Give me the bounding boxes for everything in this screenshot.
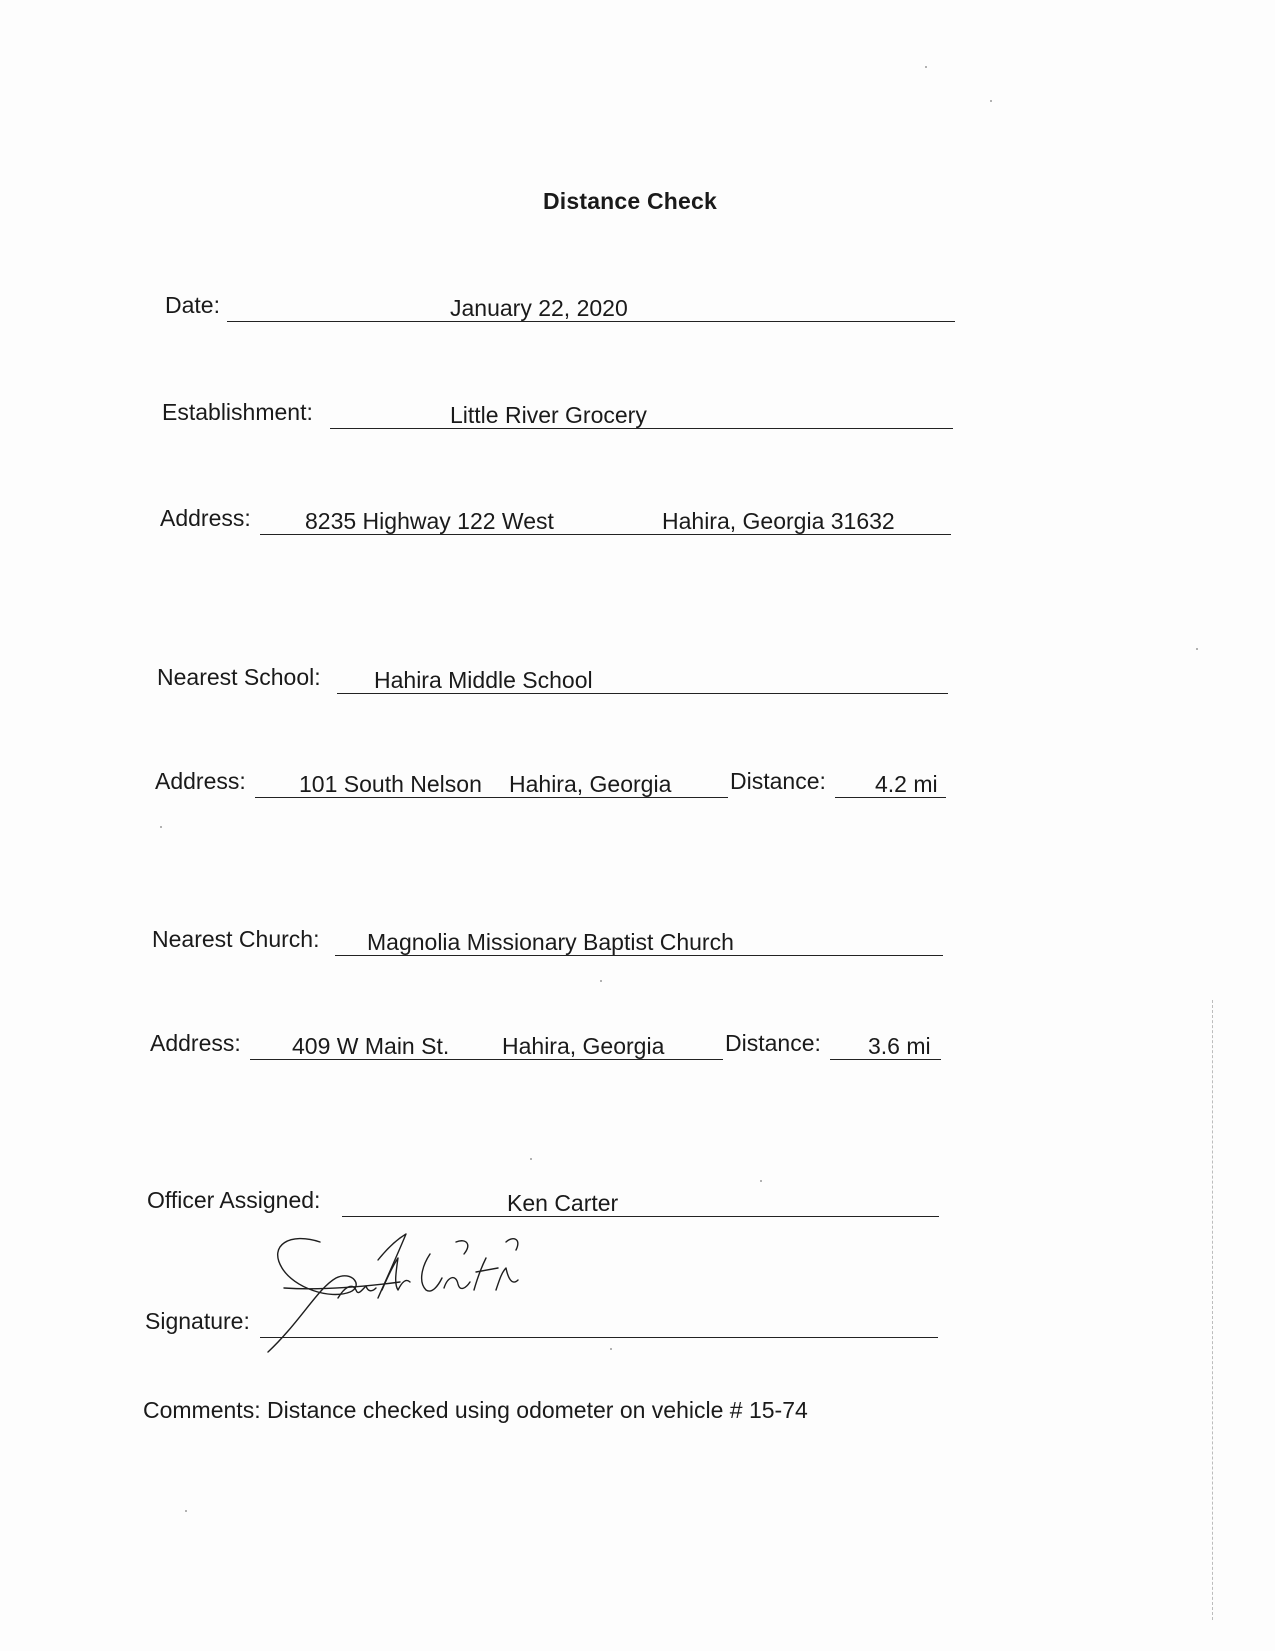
scan-speck xyxy=(925,66,927,68)
scan-speck xyxy=(990,100,992,102)
nearest-church-label: Nearest Church: xyxy=(152,926,320,952)
establishment-address-underline xyxy=(260,534,951,535)
officer-underline xyxy=(342,1216,939,1217)
nearest-church-underline xyxy=(335,955,943,956)
church-address-row xyxy=(150,1028,941,1062)
school-distance-underline xyxy=(835,797,946,798)
nearest-church-value: Magnolia Missionary Baptist Church xyxy=(367,929,734,955)
scan-speck xyxy=(600,980,602,982)
date-underline xyxy=(227,321,955,322)
scan-speck xyxy=(160,826,162,828)
school-distance-label: Distance: xyxy=(730,768,826,794)
establishment-label: Establishment: xyxy=(162,399,313,425)
date-label: Date: xyxy=(165,292,220,318)
handwritten-signature xyxy=(260,1230,560,1360)
nearest-school-underline xyxy=(337,693,948,694)
scan-speck xyxy=(1196,648,1198,650)
school-address-street: 101 South Nelson xyxy=(299,771,482,797)
establishment-address-label: Address: xyxy=(160,505,251,531)
establishment-underline xyxy=(330,428,953,429)
church-address-label: Address: xyxy=(150,1030,241,1056)
school-address-city: Hahira, Georgia xyxy=(509,771,672,797)
school-address-label: Address: xyxy=(155,768,246,794)
scan-speck xyxy=(610,1348,612,1350)
school-distance-value: 4.2 mi xyxy=(875,771,938,797)
church-distance-value: 3.6 mi xyxy=(868,1033,931,1059)
nearest-school-row xyxy=(157,662,948,696)
establishment-value: Little River Grocery xyxy=(450,402,647,428)
scan-speck xyxy=(185,1510,187,1512)
church-distance-label: Distance: xyxy=(725,1030,821,1056)
officer-value: Ken Carter xyxy=(507,1190,619,1216)
school-address-row xyxy=(155,766,946,800)
church-distance-underline xyxy=(830,1059,941,1060)
date-value: January 22, 2020 xyxy=(450,295,628,321)
church-address-city: Hahira, Georgia xyxy=(502,1033,665,1059)
nearest-church-row xyxy=(152,924,943,958)
nearest-school-label: Nearest School: xyxy=(157,664,321,690)
establishment-address-city: Hahira, Georgia 31632 xyxy=(662,508,895,534)
church-address-street: 409 W Main St. xyxy=(292,1033,450,1059)
scan-speck xyxy=(760,1180,762,1182)
establishment-address-street: 8235 Highway 122 West xyxy=(305,508,554,534)
scan-speck xyxy=(530,1158,532,1160)
church-address-underline xyxy=(250,1059,723,1060)
school-address-underline xyxy=(255,797,728,798)
officer-label: Officer Assigned: xyxy=(147,1187,321,1213)
document-title: Distance Check xyxy=(542,188,718,214)
date-row xyxy=(165,290,955,324)
establishment-address-row xyxy=(160,503,951,537)
comments-text: Comments: Distance checked using odometer on vehicle # 15-74 xyxy=(143,1397,808,1423)
scan-edge-line xyxy=(1212,1000,1213,1620)
nearest-school-value: Hahira Middle School xyxy=(374,667,593,693)
establishment-row xyxy=(162,397,953,431)
officer-row xyxy=(147,1185,939,1219)
signature-label: Signature: xyxy=(145,1308,250,1334)
